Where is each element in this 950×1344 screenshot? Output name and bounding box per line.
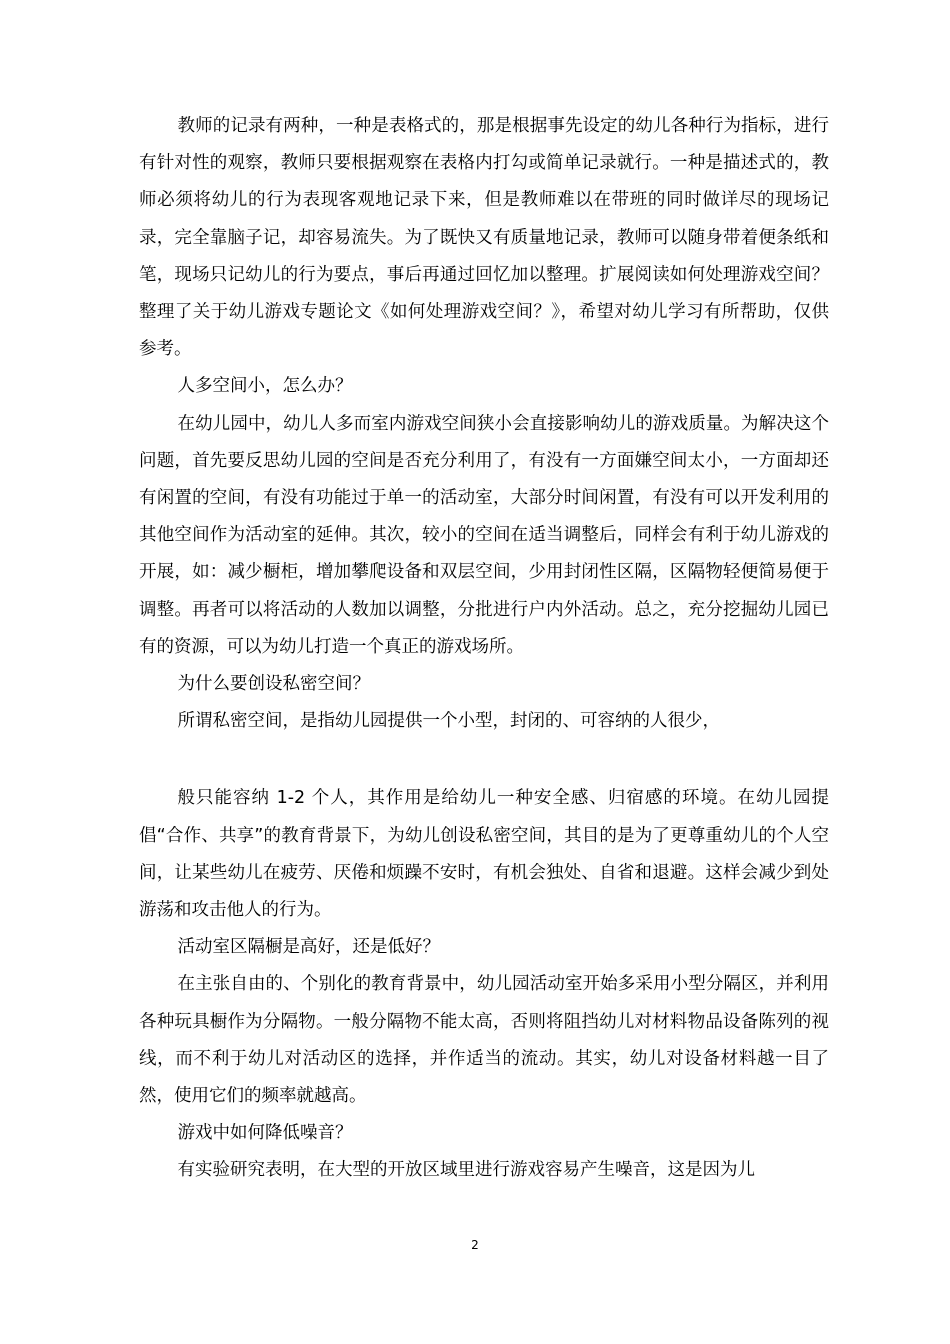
paragraph-private-space-continued: 般只能容纳 1-2 个人，其作用是给幼儿一种安全感、归宿感的环境。在幼儿园提倡“合作、共享”的教育背景下，为幼儿创设私密空间，其目的是为了更尊重幼儿的个人空间，让某些幼儿在疲劳、厌倦和烦躁不安时，有机会独处、自省和退避。这样会减少到处游荡和攻击他人的行为。	[139, 788, 829, 921]
document-body	[139, 108, 829, 1190]
heading-crowded-space: 人多空间小，怎么办？	[177, 376, 353, 397]
page-number: 2	[471, 1238, 479, 1252]
paragraph-teacher-records: 教师的记录有两种，一种是表格式的，那是根据事先设定的幼儿各种行为指标，进行有针对性的观察，教师只要根据观察在表格内打勾或简单记录就行。一种是描述式的，教师必须将幼儿的行为表现客观地记录下来，但是教师难以在带班的同时做详尽的现场记录，完全靠脑子记，却容易流失。为了既快又有质量地记录，教师可以随身带着便条纸和笔，现场只记幼儿的行为要点，事后再通过回忆加以整理。扩展阅读如何处理游戏空间？整理了关于幼儿游戏专题论文《如何处理游戏空间？》，希望对幼儿学习有所帮助，仅供参考。	[139, 116, 829, 360]
paragraph-partition-height: 在主张自由的、个别化的教育背景中，幼儿园活动室开始多采用小型分隔区，并利用各种玩具橱作为分隔物。一般分隔物不能太高，否则将阻挡幼儿对材料物品设备陈列的视线，而不利于幼儿对活动区的选择，并作适当的流动。其实，幼儿对设备材料越一目了然，使用它们的频率就越高。	[139, 974, 829, 1107]
heading-reduce-noise: 游戏中如何降低噪音？	[177, 1123, 353, 1144]
paragraph-reduce-noise: 有实验研究表明，在大型的开放区域里进行游戏容易产生噪音，这是因为儿	[177, 1160, 755, 1181]
heading-private-space: 为什么要创设私密空间？	[177, 674, 370, 695]
heading-partition-height: 活动室区隔橱是高好，还是低好？	[177, 937, 440, 958]
paragraph-private-space-start: 所谓私密空间，是指幼儿园提供一个小型，封闭的、可容纳的人很少，	[177, 711, 720, 732]
paragraph-crowded-space: 在幼儿园中，幼儿人多而室内游戏空间狭小会直接影响幼儿的游戏质量。为解决这个问题，首先要反思幼儿园的空间是否充分利用了，有没有一方面嫌空间太小，一方面却还有闲置的空间，有没有功能过于单一的活动室，大部分时间闲置，有没有可以开发利用的其他空间作为活动室的延伸。其次，较小的空间在适当调整后，同样会有利于幼儿游戏的开展，如：减少橱柜，增加攀爬设备和双层空间，少用封闭性区隔，区隔物轻便简易便于调整。再者可以将活动的人数加以调整，分批进行户内外活动。总之，充分挖掘幼儿园已有的资源，可以为幼儿打造一个真正的游戏场所。	[139, 413, 829, 657]
paragraph-gap	[139, 740, 829, 780]
